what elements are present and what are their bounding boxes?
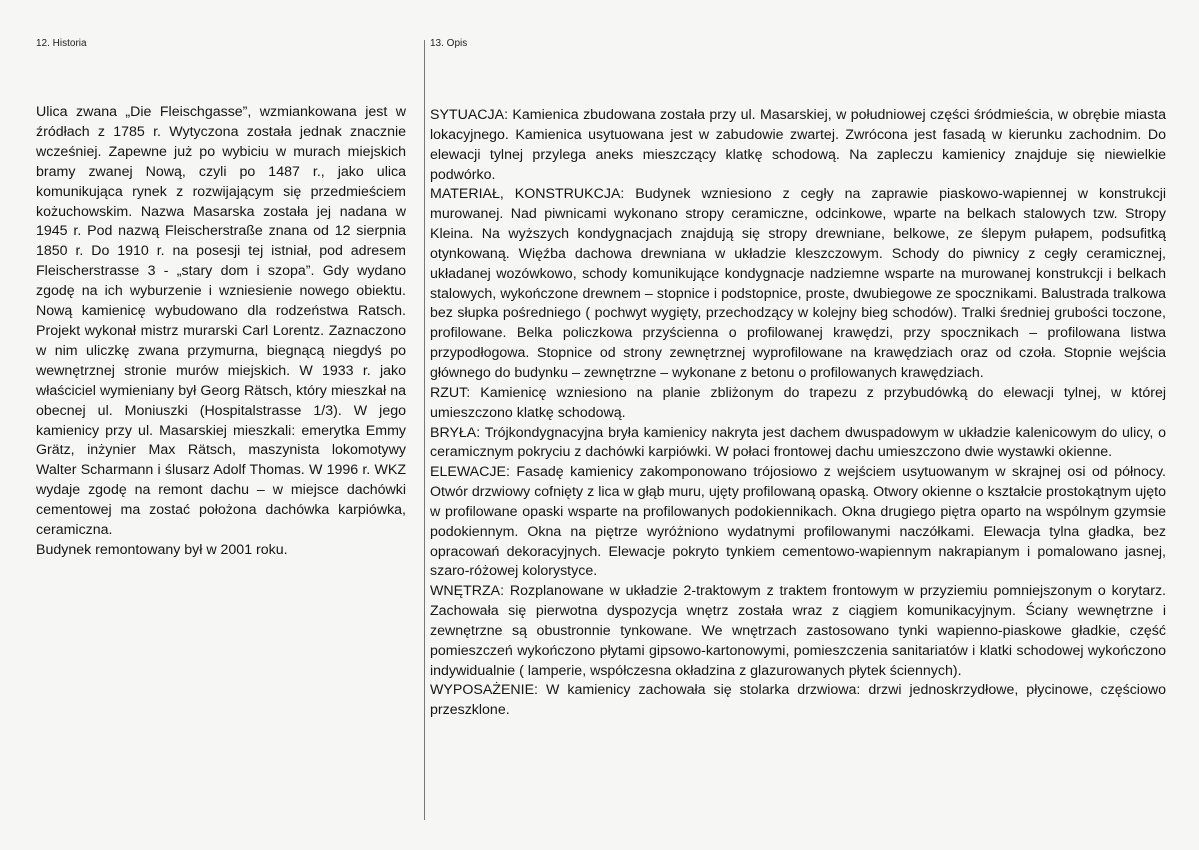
opis-column [430, 106, 1166, 721]
opis-elewacje: ELEWACJE: Fasadę kamienicy zakomponowano trójosiowo z wejściem usytuowanym w skrajnej osi od północy. Otwór drzwiowy cofnięty z lica w głąb muru, ujęty profilowaną opaską. Otwory okienne o kształcie prostokątnym ujęto w profilowane opaski wsparte na profilowanych podokiennikach. Okna drugiego piętra oparto na wspólnym gzymsie podokiennym. Okna na piętrze wyróżniono wydatnymi profilowanymi naczółkami. Elewacja tylna gładka, bez opracowań dekoracyjnych. Elewacje pokryto tynkiem cementowo-wapiennym nakrapianym i pomalowano jasnej, szaro-różowej kolorystyce. [430, 464, 1166, 580]
historia-column [36, 103, 406, 561]
opis-sytuacja: SYTUACJA: Kamienica zbudowana została przy ul. Masarskiej, w południowej części śródmieścia, w obrębie miasta lokacyjnego. Kamienica usytuowana jest w zabudowie zwartej. Zwrócona jest fasadą w kierunku zachodnim. Do elewacji tylnej przylega aneks mieszczący klatkę schodową. Na zapleczu kamienicy znajduje się niewielkie podwórko. [430, 107, 1166, 183]
opis-material-konstrukcja: MATERIAŁ, KONSTRUKCJA: Budynek wzniesiono z cegły na zaprawie piaskowo-wapiennej w konstrukcji murowanej. Nad piwnicami wykonano stropy ceramiczne, odcinkowe, wparte na belkach stalowych tzw. Stropy Kleina. Na wyższych kondygnacjach znajdują się stropy drewniane, belkowe, ze ślepym pułapem, podsufitką otynkowaną. Więźba dachowa drewniana w układzie kleszczowym. Schody do piwnicy z cegły ceramicznej, układanej wozówkowo, schody komunikujące kondygnacje nadziemne wsparte na murowanej konstrukcji i belkach stalowych, wykończone drewnem – stopnice i podstopnice, proste, dwubiegowe ze spocznikami. Balustrada tralkowa bez słupka pośredniego ( pochwyt wygięty, przechodzący w kolejny bieg schodów). Tralki średniej grubości toczone, profilowane. Belka policzkowa przyścienna o profilowanej krawędzi, przy spocznikach – profilowana listwa przypodłogowa. Stopnice od strony zewnętrznej wyprofilowane na krawędziach oraz od czoła. Stopnie wejścia głównego do budynku – zewnętrzne – wykonane z betonu o profilowanych krawędziach. [430, 186, 1166, 381]
section-header-opis: 13. Opis [430, 38, 468, 49]
opis-rzut: RZUT: Kamienicę wzniesiono na planie zbliżonym do trapezu z przybudówką do elewacji tylnej, w której umieszczono klatkę schodową. [430, 384, 1166, 421]
historia-paragraph: Budynek remontowany był w 2001 roku. [36, 541, 288, 558]
opis-wnetrza: WNĘTRZA: Rozplanowane w układzie 2-traktowym z traktem frontowym w przyziemiu pomniejszonym o korytarz. Zachowała się pierwotna dyspozycja wnętrz została wraz z ciągiem komunikacyjnym. Ściany wewnętrzne i zewnętrzne są obustronnie tynkowane. We wnętrzach zastosowano tynki wapienno-piaskowe gładkie, część pomieszczeń wykończono płytami gipsowo-kartonowymi, pomieszczenia sanitariatów i klatki schodowej wykończono indywidualnie ( lamperie, współczesna okładzina z glazurowanych płytek ściennych). [430, 583, 1166, 679]
opis-wyposazenie: WYPOSAŻENIE: W kamienicy zachowała się stolarka drzwiowa: drzwi jednoskrzydłowe, płycinowe, częściowo przeszklone. [430, 682, 1166, 719]
opis-bryla: BRYŁA: Trójkondygnacyjna bryła kamienicy nakryta jest dachem dwuspadowym w układzie kalenicowym do ulicy, o ceramicznym pokryciu z dachówki karpiówki. W połaci frontowej dachu umieszczono dwie wystawki okienne. [430, 424, 1166, 461]
column-divider [424, 40, 425, 820]
historia-paragraph: Ulica zwana „Die Fleischgasse”, wzmiankowana jest w źródłach z 1785 r. Wytyczona została jednak znacznie wcześniej. Zapewne już po wybiciu w murach miejskich bramy zwanej Nową, czyli po 1487 r., jako ulica komunikująca rynek z rozwijającym się przedmieściem kożuchowskim. Nazwa Masarska została jej nadana w 1945 r. Pod nazwą Fleischerstraße znana od 12 sierpnia 1850 r. Do 1910 r. na posesji tej istniał, pod adresem Fleischerstrasse 3 - „stary dom i szopa”. Gdy wydano zgodę na ich wyburzenie i wzniesienie nowego obiektu. Nową kamienicę wybudowano dla rodzeństwa Ratsch. Projekt wykonał mistrz murarski Carl Lorentz. Zaznaczono w nim uliczkę zwana przymurna, biegnącą niegdyś po wewnętrznej stronie murów miejskich. W 1933 r. jako właściciel wymieniany był Georg Rätsch, który mieszkał na obecnej ul. Moniuszki (Hospitalstrasse 1/3). W jego kamienicy przy ul. Masarskiej mieszkali: emerytka Emmy Grätz, inżynier Max Rätsch, maszynista lokomotywy Walter Scharmann i ślusarz Adolf Thomas. W 1996 r. WKZ wydaje zgodę na remont dachu – w miejsce dachówki cementowej ma zostać położona dachówka karpiówka, ceramiczna. [36, 104, 406, 539]
section-header-historia: 12. Historia [36, 38, 87, 49]
